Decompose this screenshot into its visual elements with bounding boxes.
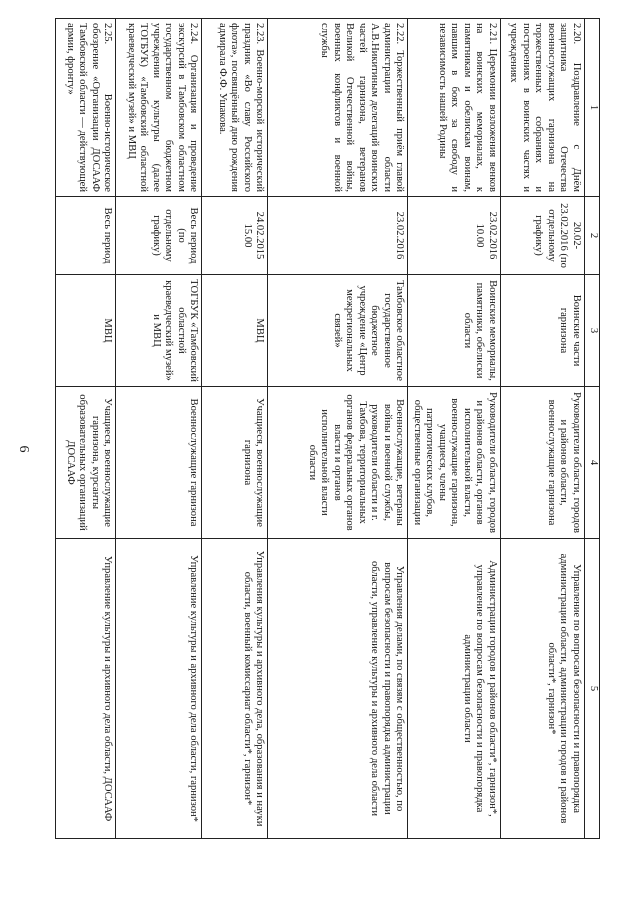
table-row bbox=[116, 19, 202, 839]
column-header: 3 bbox=[585, 275, 600, 387]
responsible-cell: Управление по вопросам безопасности и правопорядка администрации области, администрации городов и районов области*, гарнизон* bbox=[501, 539, 585, 839]
date-cell: 24.02.2015 15.00 bbox=[202, 197, 268, 275]
responsible-cell: Администрации городов и районов области*, гарнизон*, управление по вопросам безопасности и правопорядка администрации области bbox=[408, 539, 501, 839]
column-header: 2 bbox=[585, 197, 600, 275]
participants-cell: Учащиеся, военнослужащие гарнизона, курсанты образовательных организаций ДОСААФ bbox=[56, 387, 116, 539]
date-cell: Весь период (по отдельному графику) bbox=[116, 197, 202, 275]
participants-cell: Руководители области, городов и районов области, военнослужащие гарнизона bbox=[501, 387, 585, 539]
place-cell: МВЦ bbox=[56, 275, 116, 387]
place-cell: Воинские части гарнизона bbox=[501, 275, 585, 387]
date-cell: 23.02.2016 bbox=[268, 197, 408, 275]
table-row bbox=[56, 19, 116, 839]
table-container bbox=[60, 18, 600, 838]
event-cell: 2.23. Военно-морской исторический праздник «Во славу Российского флота», посвящённый дню рождения адмирала Ф.Ф. Ушакова. bbox=[202, 19, 268, 197]
column-header: 1 bbox=[585, 19, 600, 197]
event-cell: 2.20. Поздравление с Днём защитника Отечества военнослужащих гарнизона на торжественных собраниях и построениях в воинских частях и учреждениях bbox=[501, 19, 585, 197]
place-cell: МВЦ bbox=[202, 275, 268, 387]
event-cell: 2.22. Торжественный приём главой администрации области А.В.Никитиным делегаций воинских частей гарнизона, ветеранов Великой Отечественной войны, военных конфликтов и военной службы bbox=[268, 19, 408, 197]
table-row bbox=[501, 19, 585, 839]
place-cell: ТОГБУК «Тамбовский областной краеведческий музей» и МВЦ bbox=[116, 275, 202, 387]
participants-cell: Военнослужащие гарнизона bbox=[116, 387, 202, 539]
place-cell: Воинские мемориалы, памятники, обелиски области bbox=[408, 275, 501, 387]
column-header: 5 bbox=[585, 539, 600, 839]
participants-cell: Руководители области, городов и районов области, органов исполнительной власти, военнослужащие гарнизона, учащиеся, члены патриотических клубов, общественные организации bbox=[408, 387, 501, 539]
responsible-cell: Управление культуры и архивного дела области, гарнизон* bbox=[116, 539, 202, 839]
place-cell: Тамбовское областное государственное бюджетное учреждение «Центр межрегиональных связей» bbox=[268, 275, 408, 387]
table-row bbox=[202, 19, 268, 839]
participants-cell: Учащиеся, военнослужащие гарнизона bbox=[202, 387, 268, 539]
page-number: 6 bbox=[16, 445, 31, 453]
table-header-row bbox=[585, 19, 600, 839]
column-header: 4 bbox=[585, 387, 600, 539]
participants-cell: Военнослужащие, ветераны войны и военной службы, руководители области и г. Тамбова, территориальных органов федеральных органов власти и органов исполнительной власти области bbox=[268, 387, 408, 539]
table-row bbox=[268, 19, 408, 839]
event-cell: 2.25. Военно-историческое обозрение «Организации ДОСААФ Тамбовской области — действующей армии, фронту» bbox=[56, 19, 116, 197]
date-cell: 23.02.2016 10.00 bbox=[408, 197, 501, 275]
responsible-cell: Управления культуры и архивного дела, образования и науки области, военный комиссариат области*, гарнизон* bbox=[202, 539, 268, 839]
responsible-cell: Управления делами, по связям с общественностью, по вопросам безопасности и правопорядка администрации области, управление культуры и архивного дела области bbox=[268, 539, 408, 839]
event-cell: 2.24. Организация и проведение экскурсий в Тамбовском областном государственном бюджетном учреждении культуры (далее ТОГБУК) «Тамбовский областной краеведческий музей» и МВЦ bbox=[116, 19, 202, 197]
rotated-page bbox=[46, 0, 640, 856]
table-row bbox=[408, 19, 501, 839]
date-cell: 20.02-23.02.2016 (по отдельному графику) bbox=[501, 197, 585, 275]
responsible-cell: Управление культуры и архивного дела области, ДОСААФ bbox=[56, 539, 116, 839]
events-table bbox=[56, 18, 601, 839]
event-cell: 2.21. Церемонии возложения венков на воинских мемориалах, к памятникам и обелискам воинам, павшим в боях за свободу и независимость нашей Родины bbox=[408, 19, 501, 197]
date-cell: Весь период bbox=[56, 197, 116, 275]
